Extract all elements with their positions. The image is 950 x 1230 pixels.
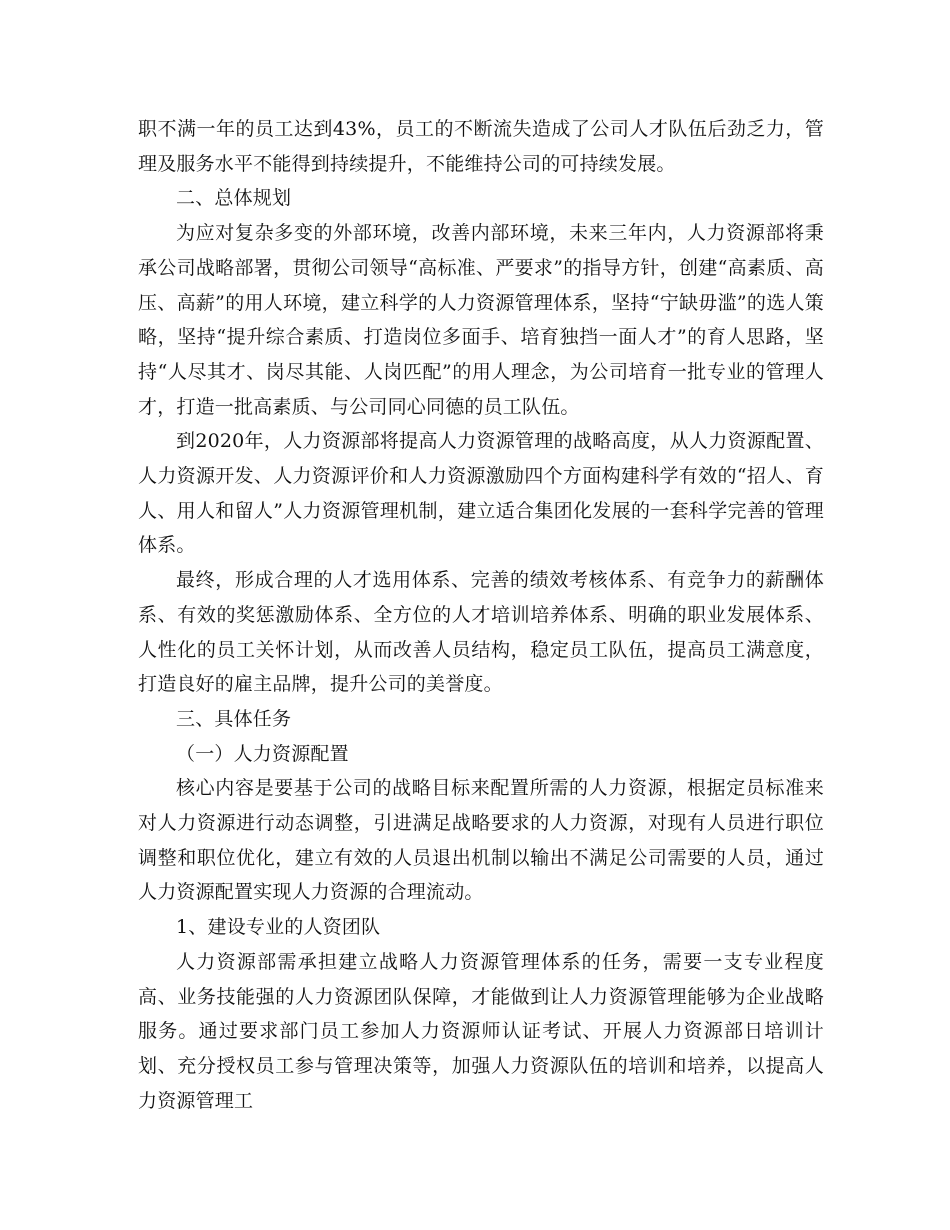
paragraph-staff-turnover: 职不满一年的员工达到43%，员工的不断流失造成了公司人才队伍后劲乏力，管理及服务水平不能得到持续提升，不能维持公司的可持续发展。 [138,118,824,175]
document-body [138,112,824,1118]
heading-specific-tasks: 三、具体任务 [176,707,292,730]
heading-build-hr-team: 1、建设专业的人资团队 [176,916,381,939]
paragraph-final-outcome: 最终，形成合理的人才选用体系、完善的绩效考核体系、有竞争力的薪酬体系、有效的奖惩激励体系、全方位的人才培训培养体系、明确的职业发展体系、人性化的员工关怀计划，从而改善人员结构，稳定员工队伍，提高员工满意度，打造良好的雇主品牌，提升公司的美誉度。 [138,569,824,696]
paragraph-hr-team: 人力资源部需承担建立战略人力资源管理体系的任务，需要一支专业程度高、业务技能强的人力资源团队保障，才能做到让人力资源管理能够为企业战略服务。通过要求部门员工参加人力资源师认证考试、开展人力资源部日培训计划、充分授权员工参与管理决策等，加强人力资源队伍的培训和培养，以提高人力资源管理工 [138,950,824,1112]
paragraph-strategy: 为应对复杂多变的外部环境，改善内部环境，未来三年内，人力资源部将秉承公司战略部署，贯彻公司领导“高标准、严要求”的指导方针，创建“高素质、高压、高薪”的用人环境，建立科学的人力资源管理体系，坚持“宁缺毋滥”的选人策略，坚持“提升综合素质、打造岗位多面手、培育独挡一面人才”的育人思路，坚持“人尽其才、岗尽其能、人岗匹配”的用人理念，为公司培育一批专业的管理人才，打造一批高素质、与公司同心同德的员工队伍。 [138,222,824,418]
paragraph-2020-goal: 到2020年，人力资源部将提高人力资源管理的战略高度，从人力资源配置、人力资源开发、人力资源评价和人力资源激励四个方面构建科学有效的“招人、育人、用人和留人”人力资源管理机制，建立适合集团化发展的一套科学完善的管理体系。 [138,430,824,557]
paragraph-hr-allocation-core: 核心内容是要基于公司的战略目标来配置所需的人力资源，根据定员标准来对人力资源进行动态调整，引进满足战略要求的人力资源，对现有人员进行职位调整和职位优化，建立有效的人员退出机制以输出不满足公司需要的人员，通过人力资源配置实现人力资源的合理流动。 [138,777,824,904]
heading-overall-plan: 二、总体规划 [176,187,292,210]
heading-hr-allocation: （一）人力资源配置 [176,742,349,765]
